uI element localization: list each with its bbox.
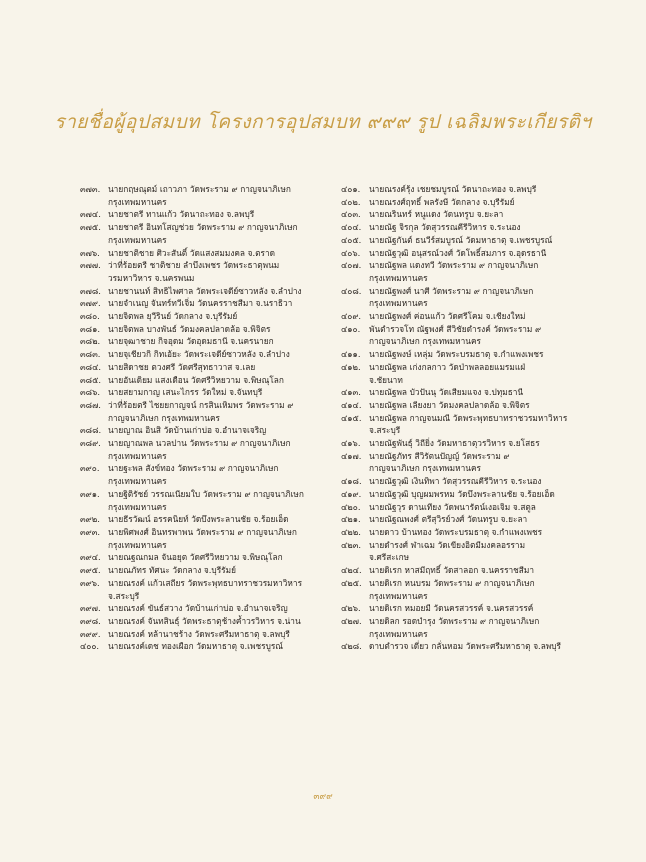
item-text: นายญาณพล นวลปาน วัดพระราม ๙ กาญจนาภิเษก [108,438,291,449]
item-number: ๔๒๕. [341,577,362,588]
item-text: นายดิเรก หาสมีฤทธิ์ วัดสาลอก จ.นครราชสีมา [369,565,535,576]
list-item-continuation [341,335,584,348]
list-item [80,628,327,641]
item-text: นายณรงค์ หล้านาชร้าง วัดพระศรีมหาธาตุ จ.ลพบุรี [108,628,290,639]
item-number: ๔๒๘. [341,641,362,652]
list-item [80,335,327,348]
list-item [341,259,584,272]
item-number: ๓๘๗. [80,399,101,410]
item-number: ๓๙๑. [80,488,100,499]
item-number: ๓๘๑. [80,323,100,334]
item-text: นายดิเรก หนบรม วัดพระราม ๙ กาญจนาภิเษก [369,577,535,588]
list-item [80,488,327,501]
item-text: จ.สระบุรี [369,425,401,436]
item-text: นายณรงค์รุ้ง เชยชมบูรณ์ วัดนาถะทอง จ.ลพบุรี [369,184,537,194]
item-number: ๓๙๓. [80,526,101,537]
item-number: ๓๘๘. [80,425,102,436]
list-item-continuation [341,551,584,564]
list-item-continuation [80,196,327,209]
item-text: กาญจนาภิเษก กรุงเทพมหานคร [108,412,220,423]
list-item [341,412,584,425]
list-item [80,323,327,336]
item-text: นายฐิติรัชย์ วรรณเนียมใบ วัดพระราม ๙ กาญจนาภิเษก [108,488,304,499]
item-text: นายณัฐณพงศ์ ตรีสุวิรย์วงศ์ วัดนทรูบ จ.ยะลา [369,514,528,525]
list-item [341,285,584,298]
item-number: ๔๒๑. [341,514,361,525]
item-text: นายดิลก รอดบำรุง วัดพระราม ๙ กาญจนาภิเษก [369,615,540,626]
item-text: กรุงเทพมหานคร [108,450,167,461]
item-text: นายณัฐพล บัวปันนุ วัดเสียมแจง จ.ปทุมธานี [369,387,524,398]
item-text: นายจำเนญ จันทร์ทวีเจิ่ม วัดนครราชสีมา จ.นราธิวา [108,298,293,309]
item-text: นายณรงค์ ขันธ์สวาง วัดบ้านเก่าบ่อ จ.อำนาจเจริญ [108,603,288,614]
list-item [80,386,327,399]
item-text: นายณัฐวุฒิ บุญผมพรหม วัดบึงพระลานชัย จ.ร้อยเอ็ด [369,488,555,499]
item-text: กรุงเทพมหานคร [369,272,428,283]
list-item [80,259,327,272]
list-item [341,513,584,526]
item-number: ๔๑๗. [341,450,362,461]
item-number: ๔๑๐. [341,323,361,334]
item-text: นายดิเรก หมอยมี วัดนครสวรรค์ จ.นครสวรรค์ [369,603,534,614]
item-number: ๔๐๒. [341,196,361,207]
item-number: ๔๐๓. [341,209,361,220]
item-number: ๔๑๖. [341,438,361,449]
item-text: นายชาติชาย ศิวะสันติ์ วัดแสงสมมงคล จ.ตราด [108,247,276,258]
list-item [341,323,584,336]
item-text: นายดาว บ้านทอง วัดพระบรมธาตุ จ.กำแพงเพชร [369,526,543,537]
list-item [341,602,584,615]
list-item-continuation [80,234,327,247]
item-number: ๔๑๑. [341,349,361,360]
item-number: ๔๐๑. [341,184,361,194]
item-text: กรุงเทพมหานคร [108,501,167,512]
item-text: นายจิตพล ยุวีรินย์ วัดกลาง จ.บุรีรัมย์ [108,311,238,322]
item-number: ๓๙๒. [80,514,100,525]
list-item-continuation [341,272,584,285]
item-text: นายณภัทร ทัศนะ วัดกลาง จ.บุรีรัมย์ [108,565,236,576]
item-text: นายชาตรี ทานแก้ว วัดนาถะทอง จ.ลพบุรี [108,209,255,220]
list-item [341,196,584,209]
list-item [341,564,584,577]
item-text: นายณรินทร์ หนูแดง วัดนทรูบ จ.ยะลา [369,209,504,220]
item-text: นายจุเชียวกิ กิทเอ้ยะ วัดพระเจดีย์ซาวหลัง จ.ลำปาง [108,349,290,360]
item-text: นายณรงศ์ฤทธิ์ พลรังษี วัดกลาง จ.บุรีรัมย์ [369,196,515,207]
list-item [80,285,327,298]
item-number: ๓๗๖. [80,247,100,258]
item-text: กรุงเทพมหานคร [108,539,167,550]
item-number: ๓๙๔. [80,552,101,563]
item-text: นายกฤษณุตม์ เถาวภา วัดพระราม ๙ กาญจนาภิเษก [108,184,291,194]
item-number: ๔๐๕. [341,234,362,245]
list-item-continuation [80,450,327,463]
item-text: จ.ศรีสะเกษ [369,552,410,563]
item-text: กรุงเทพมหานคร [108,234,167,245]
list-item [341,247,584,260]
item-text: นายณัฐกันต์ ธนวีร์สมบูรณ์ วัดมหาธาตุ จ.เพชรบูรณ์ [369,234,553,245]
list-item [80,437,327,450]
list-item [341,640,584,653]
item-number: ๔๑๒. [341,361,361,372]
item-number: ๓๘๐. [80,311,100,322]
list-item [80,183,327,196]
item-number: ๔๑๙. [341,488,362,499]
item-number: ๓๙๙. [80,628,101,639]
list-item [80,462,327,475]
item-text: นายณัฐวุร ดานเทียง วัดพนารัตน์เงอเจิม จ.สตูล [369,501,536,512]
item-number: ๔๒๖. [341,603,361,614]
item-text: จ.สระบุรี [108,590,140,601]
list-item-continuation [341,590,584,603]
list-item [341,183,584,196]
list-item-continuation [80,412,327,425]
item-number: ๓๗๗. [80,260,101,271]
item-text: นายณัฐ จิรกุล วัดสุวรรณคีรีวิหาร จ.ระนอง [369,222,521,233]
list-item-continuation [341,297,584,310]
list-item-continuation [341,374,584,387]
list-item [80,399,327,412]
item-text: จ.ชัยนาท [369,374,403,385]
item-number: ๔๐๔. [341,222,362,233]
item-text: กรุงเทพมหานคร [369,590,428,601]
item-number: ๔๑๘. [341,476,362,487]
list-item [80,297,327,310]
item-text: นายณัฐพล แดงทวี วัดพระราม ๙ กาญจนาภิเษก [369,260,539,271]
item-number: ๔๒๔. [341,565,362,576]
list-item-continuation [341,462,584,475]
item-text: วรมหาวิหาร จ.นครพนม [108,272,195,283]
item-text: นายณัฐพล เก่งกลกาว วัดป่าพลลอยแมรมแฝ่ [369,361,526,372]
item-number: ๓๘๕. [80,374,101,385]
item-number: ๔๐๙. [341,311,362,322]
list-item [80,526,327,539]
list-item [80,247,327,260]
list-item [341,399,584,412]
list-item [80,361,327,374]
item-text: นายณรงค์ แก้วเสถียร วัดพระพุทธบาทราชวรมหาวิหาร [108,577,303,588]
item-text: นายสยามกาญ เสนะไกรร วัดใหม่ จ.จันทบุรี [108,387,263,398]
list-item-continuation [80,475,327,488]
list-item [341,348,584,361]
item-text: กรุงเทพมหานคร [108,476,167,487]
item-number: ๔๒๐. [341,501,361,512]
item-text: นายณัฐพงศ์ ค่อนแก้ว วัดศรีโคม จ.เชียงใหม่ [369,311,526,322]
item-text: นายชานนท์ สิทธิไพศาล วัดพระเจดีย์ซาวหลัง จ.ลำปาง [108,285,302,296]
item-text: นายณัฐวุฒิ เงินทิพา วัดสุวรรณคีรีวิหาร จ.ระนอง [369,476,542,487]
item-number: ๔๐๘. [341,285,362,296]
list-item [80,564,327,577]
list-item [341,539,584,552]
list-item [80,615,327,628]
item-number: ๓๘๔. [80,361,101,372]
list-item [341,386,584,399]
item-number: ๔๑๔. [341,399,362,410]
list-item [341,234,584,247]
list-item-continuation [341,424,584,437]
item-text: นายจิตพล บางพันธ์ วัดมงคลปลาดล้อ จ.พิจิตร [108,323,271,334]
item-text: นายจุฒาชาย กิจอุดม วัดอุดมธานี จ.นครนายก [108,336,274,347]
item-number: ๔๒๓. [341,539,362,550]
item-number: ๓๘๖. [80,387,100,398]
item-number: ๓๗๓. [80,184,101,194]
item-text: นายธีรวัฒน์ อรรคนิยท์ วัดบึงพระลานชัย จ.ร้อยเอ็ด [108,514,289,525]
item-number: ๔๐๗. [341,260,362,271]
page-title: รายชื่อผู้อุปสมบท โครงการอุปสมบท ๙๙๙ รูป เฉลิมพระเกียรติฯ [54,111,592,133]
list-item [341,361,584,374]
list-item [80,310,327,323]
list-item [341,488,584,501]
list-item-continuation [341,628,584,641]
item-number: ๓๙๘. [80,615,101,626]
list-item [341,577,584,590]
item-number: ๔๐๐. [80,641,100,652]
item-text: นายณรงค์เดช ทองเผือก วัดมหาธาตุ จ.เพชรบูรณ์ [108,641,283,652]
list-item [80,551,327,564]
list-item [341,615,584,628]
item-text: นายณัฐวุฒิ อนุสรณ์วงศ์ วัดโพธิ์สมภาร จ.อุดรธานี [369,247,547,258]
item-text: นายฐะพล สังข์ทอง วัดพระราม ๙ กาญจนาภิเษก [108,463,279,474]
item-text: นายณฐณกมล จันอยุต วัดศรีวิหยวาม จ.พิษณุโลก [108,552,283,563]
item-text: กรุงเทพมหานคร [369,628,428,639]
list-item [80,577,327,590]
list-item [341,437,584,450]
item-text: กาญจนาภิเษก กรุงเทพมหานคร [369,336,481,347]
list-item [80,602,327,615]
item-text: พันตำรวจโท ณัฐพงศ์ สีวิชัยดำรงค์ วัดพระราม ๙ [369,323,542,334]
list-item [341,501,584,514]
list-item [80,640,327,653]
item-text: นายอันเดิยม แสงเดือน วัดศรีวิหยวาม จ.พิษณุโลก [108,374,284,385]
list-item [80,513,327,526]
item-number: ๓๗๔. [80,209,101,220]
page-number: ๓๙๙ [313,792,333,802]
list-item [341,208,584,221]
item-text: นายณัฐภัทร สีวิรัตนปัญญ์ วัดพระราม ๙ [369,450,510,461]
list-item-continuation [80,539,327,552]
list-item-continuation [80,590,327,603]
item-number: ๓๙๐. [80,463,100,474]
item-text: ว่าที่ร้อยตรี ไชยยกาญจน์ กรสินเหิมพร วัดพระราม ๙ [108,399,294,410]
item-text: นายณัฐพล กาญจนมณี วัดพระพุทธบาทราชวรมหาวิหาร [369,412,568,423]
list-item-continuation [80,272,327,285]
item-text: นายณัฐพงศ์ นาศี วัดพระราม ๙ กาญจนาภิเษก [369,285,534,296]
item-number: ๓๗๙. [80,298,101,309]
item-text: กาญจนาภิเษก กรุงเทพมหานคร [369,463,481,474]
item-text: นายณรงค์ จันทสินธุ์ วัดพระธาตุช้างค้ำวรวิหาร จ.น่าน [108,615,301,626]
item-number: ๓๗๘. [80,285,101,296]
item-text: นายณัฐพงษ์ เหลุ่ม วัดพระบรมธาตุ จ.กำแพงเพชร [369,349,544,360]
item-number: ๓๘๙. [80,438,101,449]
item-number: ๓๘๒. [80,336,101,347]
list-item [341,450,584,463]
list-item [80,348,327,361]
right-column [341,183,584,653]
list-item [80,208,327,221]
item-number: ๔๒๗. [341,615,362,626]
left-column [80,183,327,653]
item-text: ว่าที่ร้อยตรี ชาติชาย ลำบึงเพชร วัดพระธาตุพนม [108,260,280,271]
list-item [341,475,584,488]
list-item [341,310,584,323]
item-text: นายดำรงศ์ ฬาเฉม วัดเขียงอิตมีมงคลอรราม [369,539,526,550]
item-text: นายญาณ อินสิ วัดบ้านเก่าบ่อ จ.อำนาจเจริญ [108,425,267,436]
item-text: นายสิดาชย ตวงศรี วัดศรีสุทธาวาส จ.เลย [108,361,256,372]
item-text: นายณัฐพันธุ์ วิถียิ่ง วัดมหาธาตุวรวิหาร จ.ยโสธร [369,438,540,449]
item-text: นายพิศพงศ์ อินทรพาพน วัดพระราม ๙ กาญจนาภิเษก [108,526,297,537]
item-number: ๔๒๒. [341,526,361,537]
item-number: ๓๘๓. [80,349,101,360]
list-item [80,374,327,387]
item-text: นายชาตรี อินทโสญช่วย วัดพระราม ๙ กาญจนาภิเษก [108,222,298,233]
list-item-continuation [80,501,327,514]
item-text: ดาบตำรวจ เดี่ยว กลั่นหอม วัดพระศรีมหาธาตุ จ.ลพบุรี [369,641,561,652]
item-number: ๔๑๓. [341,387,361,398]
item-number: ๔๑๕. [341,412,362,423]
item-text: นายณัฐพล เลียงยา วัดมงคลปลาดล้อ จ.พิจิตร [369,399,530,410]
item-number: ๓๙๕. [80,565,101,576]
item-number: ๓๙๗. [80,603,101,614]
item-number: ๓๗๕. [80,222,101,233]
item-number: ๓๙๖. [80,577,100,588]
list-item [341,526,584,539]
list-item [80,424,327,437]
item-number: ๔๐๖. [341,247,361,258]
item-text: กรุงเทพมหานคร [369,298,428,309]
list-item [80,221,327,234]
item-text: กรุงเทพมหานคร [108,196,167,207]
list-item [341,221,584,234]
